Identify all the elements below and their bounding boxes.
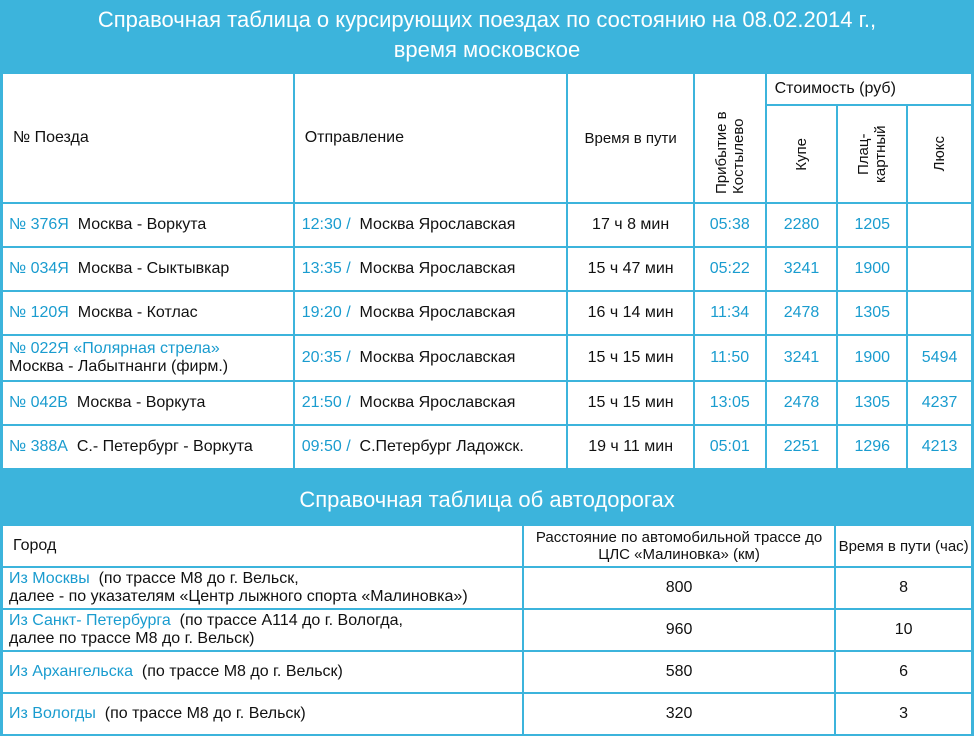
train-route: С.- Петербург - Воркута <box>76 438 253 455</box>
header-lux-label: Люкс <box>931 136 949 172</box>
price-lux: 4237 <box>908 382 971 424</box>
road-distance: 800 <box>524 568 834 608</box>
departure-time: 09:50 / <box>301 438 351 455</box>
departure-cell <box>295 382 567 424</box>
price-plats: 1900 <box>838 248 906 290</box>
departure-cell <box>295 336 567 380</box>
price-plats: 1305 <box>838 382 906 424</box>
arrival-time: 13:05 <box>695 382 765 424</box>
price-kupe: 2478 <box>767 292 837 334</box>
price-kupe: 2478 <box>767 382 837 424</box>
price-kupe: 3241 <box>767 248 837 290</box>
departure-cell <box>295 426 567 468</box>
table-row <box>3 204 971 246</box>
header-distance: Расстояние по автомобильной трассе до ЦЛС «Малиновка» (км) <box>524 526 834 566</box>
road-distance: 580 <box>524 652 834 692</box>
price-plats: 1900 <box>838 336 906 380</box>
departure-cell <box>295 248 567 290</box>
road-hours: 8 <box>836 568 971 608</box>
price-lux: 4213 <box>908 426 971 468</box>
table-row <box>3 610 971 650</box>
price-lux: 5494 <box>908 336 971 380</box>
departure-station: Москва Ярославская <box>359 304 516 321</box>
header-kupe <box>767 106 837 202</box>
departure-time: 19:20 / <box>301 304 351 321</box>
road-desc-1: (по трассе А114 до г. Вологда, <box>179 612 403 629</box>
price-plats: 1205 <box>838 204 906 246</box>
roads-title: Справочная таблица об автодорогах <box>299 487 675 512</box>
header-arrival <box>695 74 765 202</box>
road-from[interactable]: Из Вологды <box>9 705 96 722</box>
train-route: Москва - Сыктывкар <box>77 260 230 277</box>
train-route-line2: Москва - Лабытнанги (фирм.) <box>9 358 229 375</box>
departure-station: Москва Ярославская <box>359 394 516 411</box>
table-row <box>3 426 971 468</box>
header-road-time: Время в пути (час) <box>836 526 971 566</box>
road-hours: 6 <box>836 652 971 692</box>
arrival-time: 11:34 <box>695 292 765 334</box>
price-kupe: 2280 <box>767 204 837 246</box>
departure-station: С.Петербург Ладожск. <box>359 438 524 455</box>
road-desc-2: далее по трассе М8 до г. Вельск) <box>9 630 255 647</box>
road-hours: 3 <box>836 694 971 734</box>
table-row <box>3 652 971 692</box>
departure-cell <box>295 204 567 246</box>
train-cell <box>3 382 293 424</box>
road-distance: 320 <box>524 694 834 734</box>
header-kupe-label: Купе <box>793 137 810 171</box>
table-row <box>3 382 971 424</box>
road-from[interactable]: Из Архангельска <box>9 663 133 680</box>
travel-time: 15 ч 47 мин <box>568 248 692 290</box>
departure-cell <box>295 292 567 334</box>
trains-header-row <box>3 74 971 104</box>
travel-time: 15 ч 15 мин <box>568 336 692 380</box>
table-row <box>3 694 971 734</box>
road-city-cell <box>3 694 522 734</box>
travel-time: 16 ч 14 мин <box>568 292 692 334</box>
travel-time: 19 ч 11 мин <box>568 426 692 468</box>
road-distance: 960 <box>524 610 834 650</box>
table-row <box>3 248 971 290</box>
table-row <box>3 336 971 380</box>
road-desc-1: (по трассе М8 до г. Вельск) <box>141 663 343 680</box>
arrival-time: 05:01 <box>695 426 765 468</box>
price-plats: 1305 <box>838 292 906 334</box>
header-departure: Отправление <box>295 74 567 202</box>
header-city: Город <box>3 526 522 566</box>
departure-time: 20:35 / <box>301 349 351 366</box>
departure-time: 13:35 / <box>301 260 351 277</box>
roads-table <box>1 524 973 736</box>
table-row <box>3 292 971 334</box>
departure-station: Москва Ярославская <box>359 349 516 366</box>
train-cell <box>3 336 293 380</box>
header-lux <box>908 106 971 202</box>
arrival-time: 05:38 <box>695 204 765 246</box>
price-lux <box>908 292 971 334</box>
trains-table <box>1 72 973 470</box>
train-cell <box>3 248 293 290</box>
departure-station: Москва Ярославская <box>359 216 516 233</box>
header-plats-label: Плац-картный <box>855 125 890 183</box>
header-plats <box>838 106 906 202</box>
train-cell <box>3 292 293 334</box>
arrival-time: 11:50 <box>695 336 765 380</box>
roads-header-row <box>3 526 971 566</box>
price-kupe: 3241 <box>767 336 837 380</box>
departure-time: 12:30 / <box>301 216 351 233</box>
road-city-cell <box>3 568 522 608</box>
price-kupe: 2251 <box>767 426 837 468</box>
road-from[interactable]: Из Санкт- Петербурга <box>9 612 171 629</box>
train-number[interactable]: № 388А <box>9 438 68 455</box>
price-plats: 1296 <box>838 426 906 468</box>
title-line-1: Справочная таблица о курсирующих поездах по состоянию на 08.02.2014 г., <box>97 7 877 32</box>
arrival-time: 05:22 <box>695 248 765 290</box>
road-desc-1: (по трассе М8 до г. Вельск, <box>98 570 299 587</box>
road-desc-1: (по трассе М8 до г. Вельск) <box>104 705 306 722</box>
train-cell <box>3 204 293 246</box>
train-route: Москва - Воркута <box>77 216 207 233</box>
header-cost: Стоимость (руб) <box>767 74 971 104</box>
train-route: Москва - Воркута <box>76 394 206 411</box>
train-number[interactable]: № 034Я <box>9 260 69 277</box>
train-number[interactable]: № 376Я <box>9 216 69 233</box>
header-number: № Поезда <box>3 74 293 202</box>
travel-time: 17 ч 8 мин <box>568 204 692 246</box>
departure-time: 21:50 / <box>301 394 351 411</box>
header-arrival-label: Прибытие в Костылево <box>712 111 747 194</box>
train-number[interactable]: № 022Я «Полярная стрела» <box>9 340 220 357</box>
road-from[interactable]: Из Москвы <box>9 570 90 587</box>
page-title <box>0 0 974 72</box>
train-route: Москва - Котлас <box>77 304 198 321</box>
train-number[interactable]: № 042В <box>9 394 68 411</box>
departure-station: Москва Ярославская <box>359 260 516 277</box>
road-desc-2: далее - по указателям «Центр лыжного спорта «Малиновка») <box>9 588 468 605</box>
road-city-cell <box>3 610 522 650</box>
price-lux <box>908 204 971 246</box>
title-line-2: время московское <box>393 37 581 62</box>
train-number[interactable]: № 120Я <box>9 304 69 321</box>
travel-time: 15 ч 15 мин <box>568 382 692 424</box>
road-city-cell <box>3 652 522 692</box>
road-hours: 10 <box>836 610 971 650</box>
header-travel-time: Время в пути <box>568 74 692 202</box>
price-lux <box>908 248 971 290</box>
train-cell <box>3 426 293 468</box>
table-row <box>3 568 971 608</box>
